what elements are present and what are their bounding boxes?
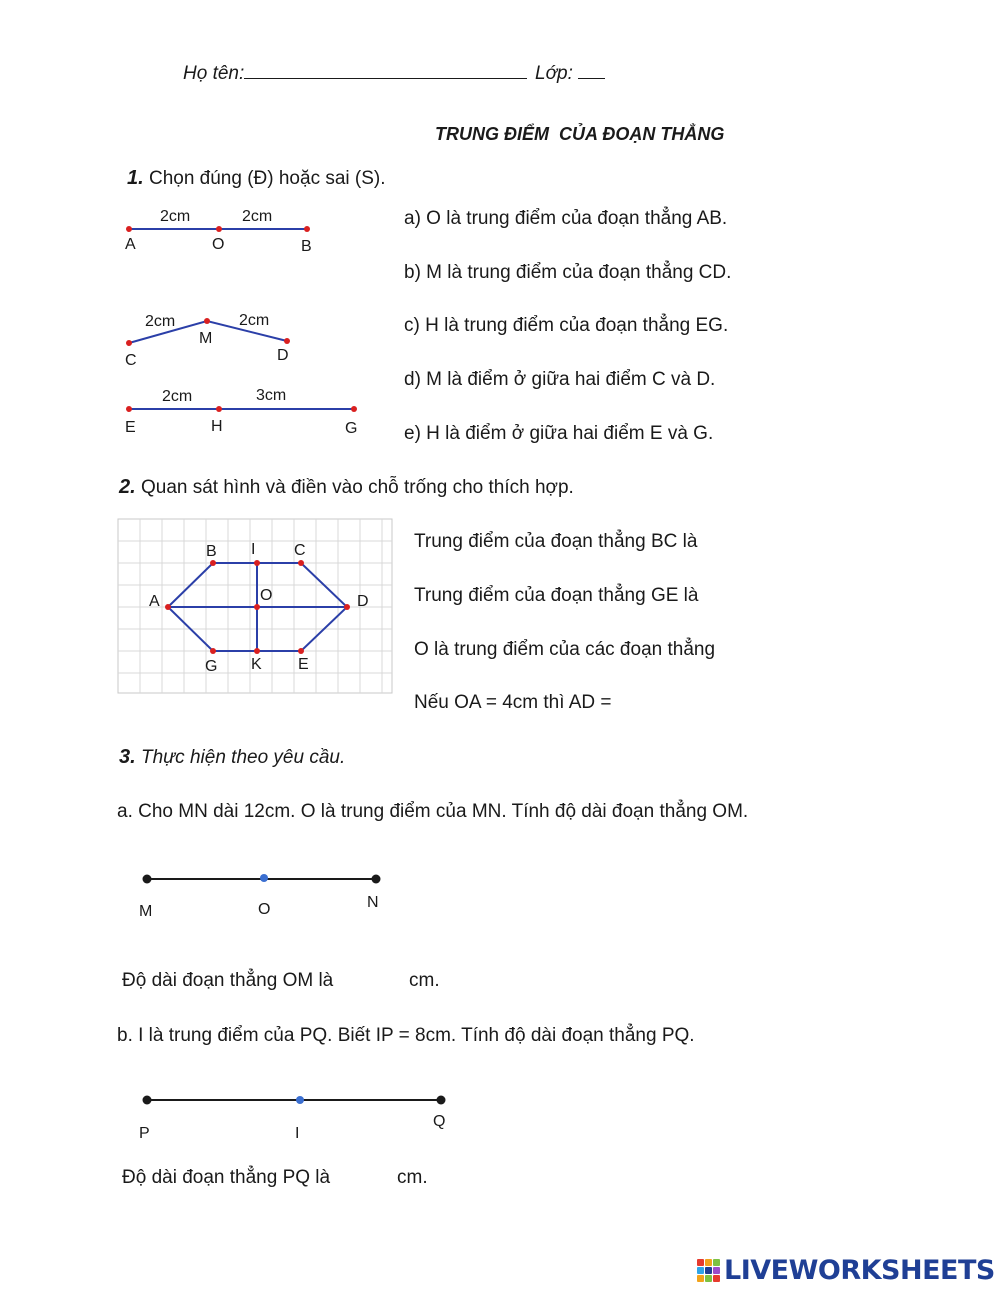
point-e xyxy=(126,406,132,412)
point-b2 xyxy=(210,560,216,566)
ex2-instruction: Quan sát hình và điền vào chỗ trống cho thích hợp. xyxy=(140,477,574,498)
ex3-instruction: Thực hiện theo yêu cầu. xyxy=(140,747,346,768)
grid-label-o: O xyxy=(260,587,273,604)
ex3-heading xyxy=(119,747,345,767)
ex2-line-4: Nếu OA = 4cm thì AD = xyxy=(414,692,612,713)
ex2-number: 2. xyxy=(119,476,136,498)
point-b xyxy=(304,226,310,232)
class-label: Lớp: xyxy=(535,63,573,84)
label-m3: M xyxy=(139,903,153,920)
grid-label-d: D xyxy=(357,593,369,610)
ex1-number: 1. xyxy=(127,167,144,189)
logo-mark-icon xyxy=(697,1259,720,1282)
point-k2 xyxy=(254,648,260,654)
point-a xyxy=(126,226,132,232)
cd-len1: 2cm xyxy=(145,313,176,330)
point-m xyxy=(204,318,210,324)
grid-label-i: I xyxy=(251,541,256,558)
point-m3 xyxy=(143,875,152,884)
point-n3 xyxy=(372,875,381,884)
ex3-number: 3. xyxy=(119,746,136,768)
figure-pq xyxy=(143,1096,446,1105)
label-b: B xyxy=(301,238,312,255)
ex3b-answer-blank[interactable] xyxy=(337,1165,391,1187)
ex3a-question: a. Cho MN dài 12cm. O là trung điểm của MN. Tính độ dài đoạn thẳng OM. xyxy=(117,801,749,822)
eg-len2: 3cm xyxy=(256,387,287,404)
point-q3 xyxy=(437,1096,446,1105)
ab-len2: 2cm xyxy=(242,208,273,225)
point-g xyxy=(351,406,357,412)
cd-len2: 2cm xyxy=(239,312,270,329)
grid-label-g: G xyxy=(205,658,218,675)
label-h: H xyxy=(211,418,223,435)
page-title: TRUNG ĐIỂM CỦA ĐOẠN THẲNG xyxy=(435,124,725,144)
label-o: O xyxy=(212,236,225,253)
grid-label-e: E xyxy=(298,656,309,673)
name-label: Họ tên: xyxy=(183,63,245,84)
point-d xyxy=(284,338,290,344)
ex1-statement-d: d) M là điểm ở giữa hai điểm C và D. xyxy=(404,369,716,390)
ex1-statement-a: a) O là trung điểm của đoạn thẳng AB. xyxy=(404,208,728,229)
ex2-line-1: Trung điểm của đoạn thẳng BC là xyxy=(414,531,698,552)
label-d: D xyxy=(277,347,289,364)
ex2-line-2: Trung điểm của đoạn thẳng GE là xyxy=(414,585,699,606)
label-e: E xyxy=(125,419,136,436)
label-a: A xyxy=(125,236,136,253)
point-i3 xyxy=(296,1096,304,1104)
liveworksheets-logo[interactable] xyxy=(697,1255,995,1285)
label-i3: I xyxy=(295,1125,300,1142)
point-g2 xyxy=(210,648,216,654)
ex1-statement-b: b) M là trung điểm của đoạn thẳng CD. xyxy=(404,262,732,283)
point-c2 xyxy=(298,560,304,566)
point-c xyxy=(126,340,132,346)
ex3b-question: b. I là trung điểm của PQ. Biết IP = 8cm. Tính độ dài đoạn thẳng PQ. xyxy=(117,1025,695,1046)
label-c: C xyxy=(125,352,137,369)
label-m: M xyxy=(199,330,213,347)
figure-mn xyxy=(143,874,381,884)
label-p3: P xyxy=(139,1125,150,1142)
ex3a-answer-blank[interactable] xyxy=(348,968,402,990)
grid-label-a: A xyxy=(149,593,160,610)
figure-ab xyxy=(126,226,310,232)
ex3a-answer-unit: cm. xyxy=(409,970,440,991)
point-o3 xyxy=(260,874,268,882)
ab-len1: 2cm xyxy=(160,208,191,225)
point-i2 xyxy=(254,560,260,566)
ex2-line-3: O là trung điểm của các đoạn thẳng xyxy=(414,639,716,660)
point-h xyxy=(216,406,222,412)
point-o2 xyxy=(254,604,260,610)
point-a2 xyxy=(165,604,171,610)
grid-label-c: C xyxy=(294,542,306,559)
label-q3: Q xyxy=(433,1113,446,1130)
point-d2 xyxy=(344,604,350,610)
ex3a-answer-prefix: Độ dài đoạn thẳng OM là xyxy=(122,970,334,991)
ex1-statement-e: e) H là điểm ở giữa hai điểm E và G. xyxy=(404,423,714,444)
label-o3: O xyxy=(258,901,271,918)
ex3b-answer-unit: cm. xyxy=(397,1167,428,1188)
label-n3: N xyxy=(367,894,379,911)
point-e2 xyxy=(298,648,304,654)
grid-label-b: B xyxy=(206,543,217,560)
label-g: G xyxy=(345,420,358,437)
point-p3 xyxy=(143,1096,152,1105)
logo-text: LIVEWORKSHEETS xyxy=(724,1254,995,1286)
ex1-instruction: Chọn đúng (Đ) hoặc sai (S). xyxy=(148,168,386,189)
ex2-heading xyxy=(119,477,574,497)
ex1-statement-c: c) H là trung điểm của đoạn thẳng EG. xyxy=(404,315,729,336)
eg-len1: 2cm xyxy=(162,388,193,405)
figure-eg xyxy=(126,406,357,412)
point-o xyxy=(216,226,222,232)
ex3b-answer-prefix: Độ dài đoạn thẳng PQ là xyxy=(122,1167,331,1188)
grid-label-k: K xyxy=(251,656,262,673)
